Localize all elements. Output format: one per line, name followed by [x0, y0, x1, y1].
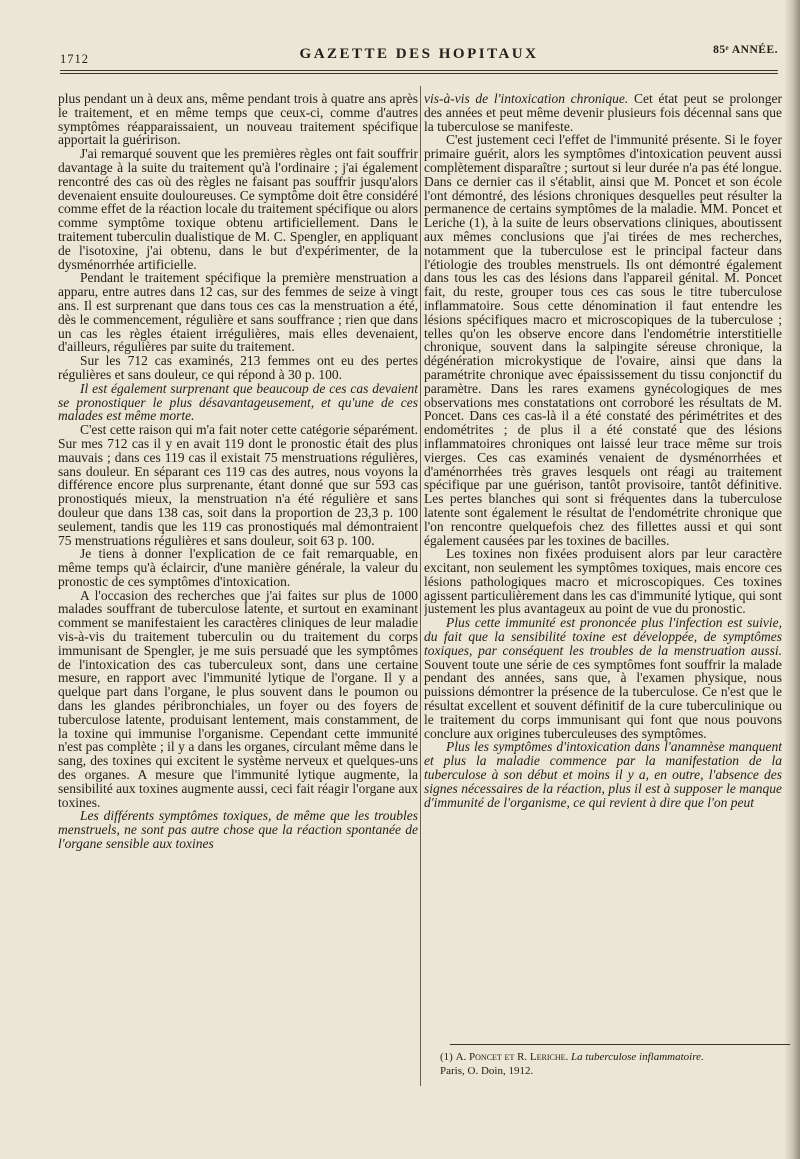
- right-column: [424, 92, 782, 1042]
- paragraph: [424, 740, 782, 809]
- paragraph-text: C'est cette raison qui m'a fait noter cette catégorie séparément. Sur mes 712 cas il y en avait 119 dont le pronostic était des plus mauvais ; dans ces 119 cas il existait 75 menstruations régulières, sans douleur. En séparant ces 119 cas des autres, nous voyons la différence encore plus surprenante, étant donné que sur 593 cas pronostiqués mieux, la menstruation n'a été régulière et sans douleur que dans 138 cas, soit dans la proportion de 23,3 p. 100 seulement, tandis que les 119 cas pronostiqués mal démontraient 75 menstruations régulières et sans douleur, soit 63 p. 100.: [58, 422, 418, 548]
- footnote-separator: [450, 1044, 790, 1045]
- paragraph-text: A l'occasion des recherches que j'ai faites sur plus de 1000 malades souffrant de tuberculose latente, et surtout en examinant comment se manifestaient les caractères cliniques de leur maladie vis-à-vis du traitement tuberculin ou du traitement du corps immunisant de Spengler, je me suis persuadé que les symptômes de l'intoxication des cas tuberculeux sont, dans une certaine mesure, en rapport avec l'immunité lytique de l'organe. Il y a quelque part dans l'organe, le plus souvent dans le poumon ou dans les glandes péribronchiales, un foyer ou des foyers de tuberculose latente, produisant lentement, mais constamment, de la toxine qui immunise l'organisme. Cependant cette immunité n'est pas complète ; il y a dans les organes, circulant même dans le sang, des toxines qui excitent le système nerveux et quelques-uns des organes. A mesure que l'immunité lytique augmente, la sensibilité aux toxines augmente aussi, ceci fait réagir l'organe aux toxines.: [58, 587, 418, 810]
- paragraph-text: Les différents symptômes toxiques, de même que les troubles menstruels, ne sont pas autre chose que la réaction spontanée de l'organe sensible aux toxines: [58, 808, 418, 852]
- year-label: 85ᵉ ANNÉE.: [713, 44, 778, 56]
- paragraph: [424, 92, 782, 133]
- paragraph: [58, 809, 418, 850]
- paragraph-text: Plus les symptômes d'intoxication dans l'anamnèse manquent et plus la maladie commence par la manifestation de la tuberculose à son début et moins il y a, en outre, l'absence des signes nécessaires de la réaction, plus il est à supposer le manque d'immunité de l'organisme, ce qui revient à dire que l'on peut: [424, 739, 782, 810]
- paragraph: [424, 133, 782, 547]
- paragraph-text: Souvent toute une série de ces symptômes font souffrir la malade pendant des années, sans que, à l'examen physique, nous puissions démontrer la présence de la tuberculose. Ce n'est que le résultat excellent et souvent définitif de la cure tuberculinique ou le traitement du corps immunisant qui font que nous pouvons conclure aux origines tuberculeuses des symptômes.: [424, 656, 782, 741]
- paragraph: [58, 382, 418, 423]
- paragraph-text: Pendant le traitement spécifique la première menstruation a apparu, entre autres dans 12 cas, sur des femmes de seize à vingt ans. Il est surprenant que dans tous ces cas la menstruation a été, dès le commencement, régulière et sans souffrance ; rien que dans un cas les règles étaient irrégulières, mais elles devenaient, d'ailleurs, régulières par suite du traitement.: [58, 270, 418, 355]
- paragraph: [58, 423, 418, 547]
- paragraph: [58, 589, 418, 810]
- header-rule: [60, 70, 778, 71]
- journal-title: GAZETTE DES HOPITAUX: [299, 46, 539, 62]
- footnote-title: La tuberculose inflammatoire.: [571, 1051, 704, 1063]
- paragraph-text: J'ai remarqué souvent que les premières règles ont fait souffrir davantage à la suite du traitement qu'à l'ordinaire ; j'ai également rencontré des cas où des règles ne faisant pas souffrir jusqu'alors devenaient ensuite douloureuses. Ce symptôme doit être considéré comme effet de la réaction locale du traitement spécifique ou alors comme symptôme toxique obtenu artificiellement. Dans le traitement tuberculin dualistique de M. C. Spengler, en appliquant de l'isotoxine, j'ai obtenu, dans le but d'expérimenter, de la dysménorrhée artificielle.: [58, 146, 418, 272]
- footnote-authors: A. Poncet et R. Leriche.: [455, 1051, 569, 1063]
- paragraph-text: Sur les 712 cas examinés, 213 femmes ont eu des pertes régulières et sans douleur, ce qui répond à 30 p. 100.: [58, 353, 418, 382]
- page-header: [60, 38, 778, 78]
- paragraph-text: Cet état peut se prolonger des années et peut même devenir plusieurs fois décennal sans que la tuberculose se manifeste.: [424, 92, 782, 134]
- paragraph-text: Les toxines non fixées produisent alors par leur caractère excitant, non seulement les symptômes toxiques, mais encore ces lésions pathologiques macro et microscopiques. Ces toxines agissent particulièrement dans les cas d'immunité lytique, qui sont justement les plus avantageux au point de vue du pronostic.: [424, 546, 782, 617]
- paragraph: [424, 547, 782, 616]
- left-column: [58, 92, 418, 1107]
- paragraph: [58, 354, 418, 382]
- paragraph-text: vis-à-vis de l'intoxication chronique.: [424, 92, 629, 106]
- paragraph: [424, 616, 782, 740]
- paragraph: [58, 147, 418, 271]
- page-number: 1712: [60, 52, 89, 66]
- paragraph: [58, 271, 418, 354]
- paragraph-text: C'est justement ceci l'effet de l'immunité présente. Si le foyer primaire guérit, alors les symptômes d'intoxication peuvent aussi complètement disparaître ; surtout si leur durée n'a pas été longue. Dans ce dernier cas il s'établit, ainsi que M. Poncet et son école l'ont démontré, des lésions chroniques desquelles peut résulter la permanence de certains symptômes de la maladie. MM. Poncet et Leriche (1), à la suite de leurs observations cliniques, aboutissent aux mêmes conclusions que j'ai tirées de mes recherches, notamment que la tuberculose est le principal facteur dans l'étiologie des troubles menstruels. Ils ont démontré également dans tous les cas des lésions dans l'appareil génital. M. Poncet fait, du reste, grouper tous ces cas sous le titre tuberculose inflammatoire. Sous cette dénomination il faut entendre les lésions spécifiques macro et microscopiques de la tuberculose ; telles qu'on les observe encore dans l'endométrie interstitielle chronique, souvent dans la salpingite séreuse chronique, la dégénération microkystique de l'ovaire, ainsi que dans la paramétrite chronique avec épaississement du tissu conjonctif du paramètre. Dans les rares examens gynécologiques de mes observations mes constatations ont corroboré les résultats de M. Poncet. Dans ces cas-là il a été constaté des périmétrites et des endométrites ; de plus il a été constaté que des lésions inflammatoires chroniques ont laissé leur trace même sur trois vierges. Ces cas examinés venaient de dysménorrhées et d'aménorrhées très graves lesquels ont réagi au traitement spécifique par une guérison, tantôt provisoire, tantôt définitive. Les pertes blanches qui sont si fréquentes dans la tuberculose latente sont également le résultat de l'endométrite chronique que l'on rencontre quelquefois chez des fillettes aussi et qui sont également causées par les toxines de bacilles.: [424, 132, 782, 548]
- paragraph-text: Il est également surprenant que beaucoup de ces cas devaient se pronostiquer le plus désavantageusement, et qu'une de ces malades est même morte.: [58, 380, 418, 424]
- paragraph: [58, 92, 418, 147]
- paragraph-text: plus pendant un à deux ans, même pendant trois à quatre ans après le traitement, et en même temps que ceux-ci, comme d'autres symptômes réapparaissaient, un nouveau traitement spécifique apportait la guéririson.: [58, 92, 418, 148]
- footnote-marker: (1): [440, 1051, 453, 1063]
- footnote-publication: Paris, O. Doin, 1912.: [440, 1065, 534, 1077]
- paragraph-text: Je tiens à donner l'explication de ce fait remarquable, en même temps qu'à éclaircir, d'une manière générale, la valeur du pronostic de ces symptômes d'intoxication.: [58, 546, 418, 589]
- footnote: [440, 1050, 785, 1078]
- paragraph-text: Plus cette immunité est prononcée plus l'infection est suivie, du fait que la sensibilité toxine est développée, de symptômes toxiques, par conséquent les troubles de la menstruation aussi.: [424, 615, 782, 658]
- page-spine-shadow: [784, 0, 800, 1159]
- column-divider: [420, 86, 421, 1086]
- header-rule-double: [60, 73, 778, 74]
- paragraph: [58, 547, 418, 588]
